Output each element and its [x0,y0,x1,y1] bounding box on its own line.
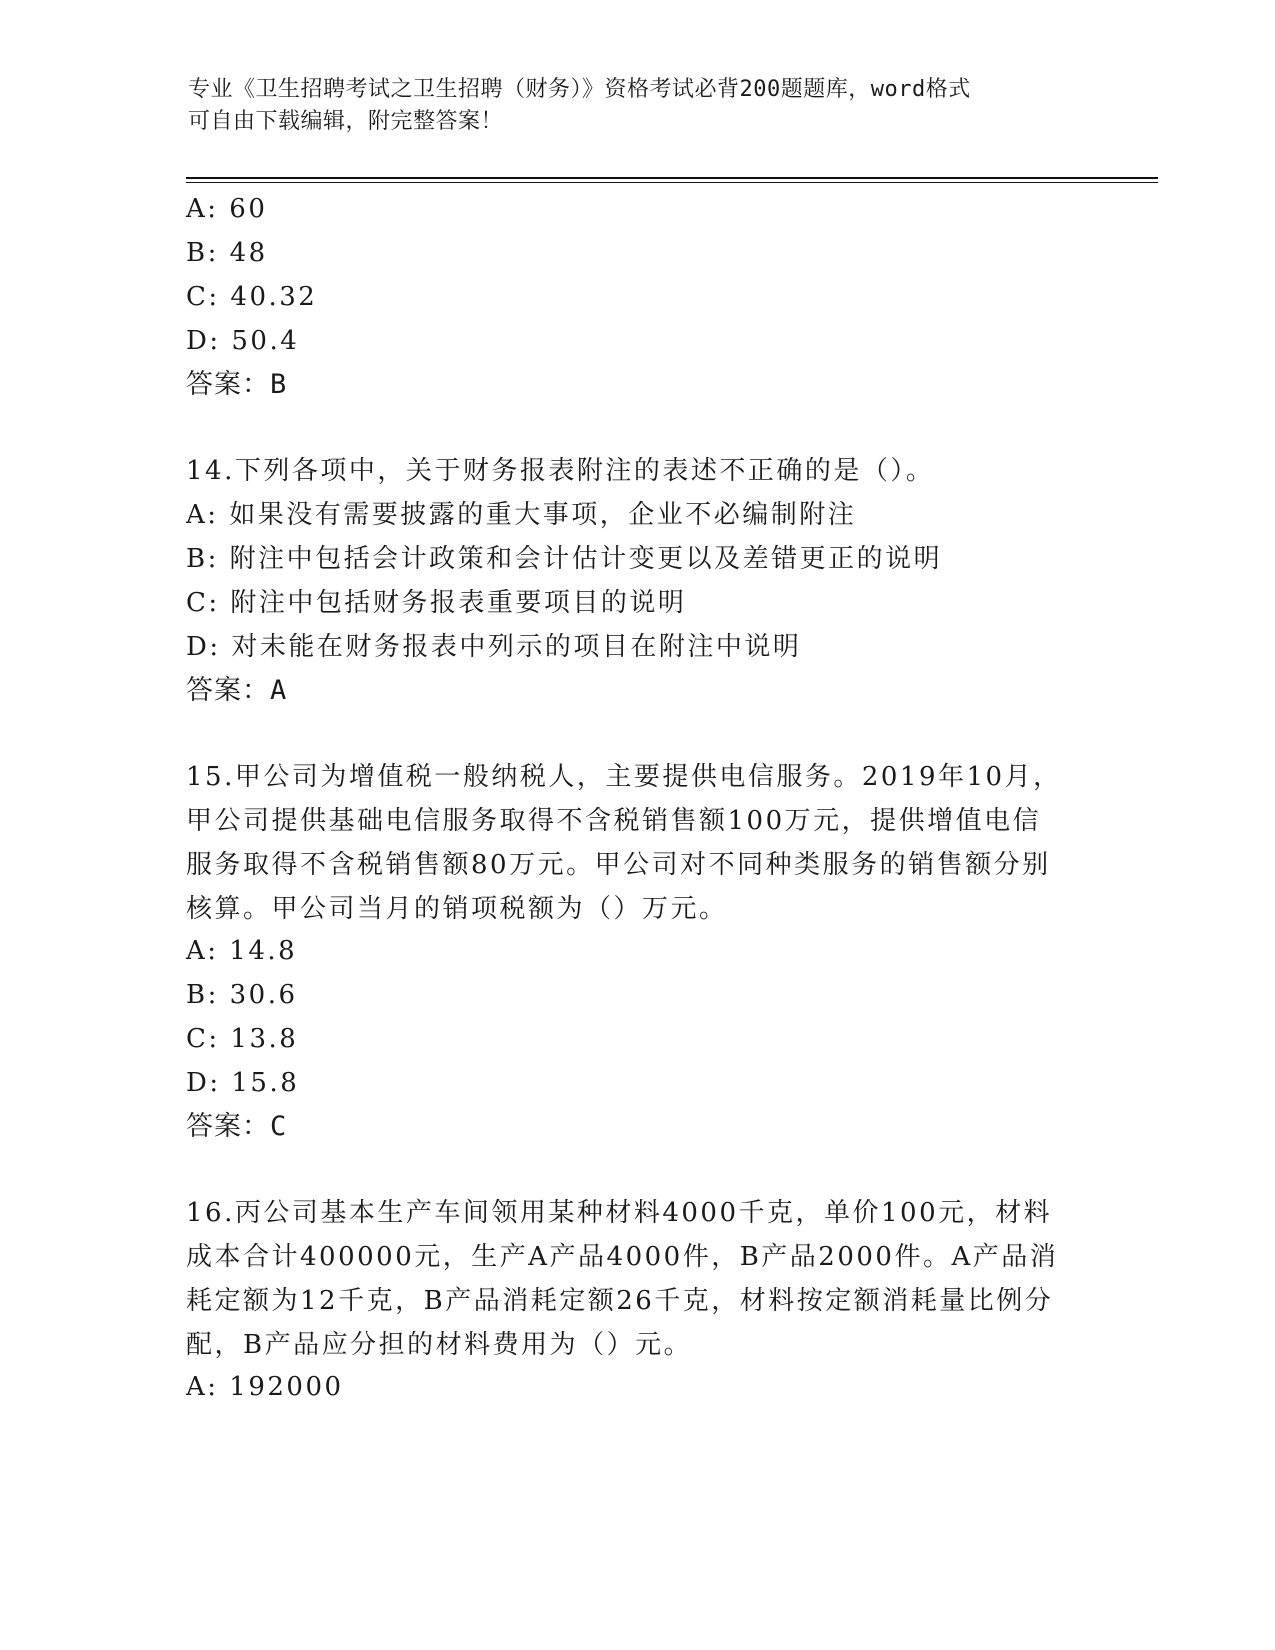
q14-option-c: C: 附注中包括财务报表重要项目的说明 [186,588,687,618]
q13-option-c: C: 40.32 [186,282,318,312]
q14-option-a: A: 如果没有需要披露的重大事项，企业不必编制附注 [186,500,857,530]
q15-option-c: C: 13.8 [186,1024,299,1054]
q13-answer: 答案：B [186,369,288,400]
q13-option-d: D: 50.4 [186,326,300,356]
header-rule [186,177,1158,179]
q15-option-d: D: 15.8 [186,1068,300,1098]
q14-option-b: B: 附注中包括会计政策和会计估计变更以及差错更正的说明 [186,544,943,574]
header-line-2: 可自由下载编辑，附完整答案！ [188,109,504,134]
q15-stem-line: 核算。甲公司当月的销项税额为（）万元。 [186,894,728,924]
q16-stem-line: 16.丙公司基本生产车间领用某种材料4000千克，单价100元，材料 [186,1198,1053,1228]
header-line-1: 专业《卫生招聘考试之卫生招聘（财务）》资格考试必背200题题库，word格式 [188,77,971,102]
q15-answer: 答案：C [186,1111,288,1142]
q16-stem-line: 配，B产品应分担的材料费用为（）元。 [186,1330,693,1360]
q14-stem: 14.下列各项中，关于财务报表附注的表述不正确的是（）。 [186,456,935,486]
q13-option-b: B: 48 [186,238,268,268]
q15-option-b: B: 30.6 [186,980,298,1010]
header-rule-thin [186,182,1158,183]
q14-answer: 答案：A [186,675,288,706]
q14-option-d: D: 对未能在财务报表中列示的项目在附注中说明 [186,632,802,662]
q13-option-a: A: 60 [186,194,268,224]
q15-option-a: A: 14.8 [186,936,298,966]
q15-stem-line: 服务取得不含税销售额80万元。甲公司对不同种类服务的销售额分别 [186,850,1051,880]
q16-stem-line: 耗定额为12千克，B产品消耗定额26千克，材料按定额消耗量比例分 [186,1286,1054,1316]
q16-option-a: A: 192000 [186,1372,344,1402]
q15-stem-line: 15.甲公司为增值税一般纳税人，主要提供电信服务。2019年10月， [186,762,1062,792]
document-header [188,74,1068,138]
q15-stem-line: 甲公司提供基础电信服务取得不含税销售额100万元，提供增值电信 [186,806,1042,836]
q16-stem-line: 成本合计400000元，生产A产品4000件，B产品2000件。A产品消 [186,1242,1059,1272]
